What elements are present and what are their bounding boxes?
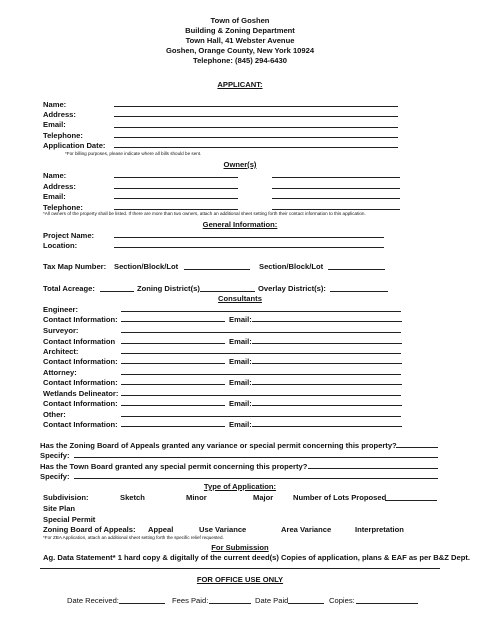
subdivision-label: Subdivision: bbox=[43, 493, 89, 502]
office-heading: FOR OFFICE USE ONLY bbox=[196, 575, 284, 584]
location-field[interactable] bbox=[114, 247, 384, 248]
attorney-email-field[interactable] bbox=[252, 384, 402, 385]
architect-email-field[interactable] bbox=[252, 363, 402, 364]
submission-heading: For Submission bbox=[211, 543, 269, 552]
zba-type-label: Zoning Board of Appeals: bbox=[43, 525, 136, 534]
project-name-label: Project Name: bbox=[43, 231, 95, 240]
specify1-field[interactable] bbox=[74, 457, 438, 458]
acreage-label: Total Acreage: bbox=[43, 284, 95, 293]
use-variance-option[interactable]: Use Variance bbox=[199, 525, 247, 534]
surveyor-field[interactable] bbox=[121, 332, 401, 333]
lots-proposed-label: Number of Lots Proposed bbox=[293, 493, 387, 502]
engineer-field[interactable] bbox=[121, 311, 401, 312]
owner2-address-field[interactable] bbox=[272, 188, 400, 189]
surveyor-contact-field[interactable] bbox=[121, 343, 225, 344]
overlay-field[interactable] bbox=[330, 291, 388, 292]
architect-label: Architect: bbox=[43, 347, 79, 356]
zba-answer-field[interactable] bbox=[396, 447, 438, 448]
header-address: Town Hall, 41 Webster Avenue bbox=[185, 36, 295, 45]
architect-field[interactable] bbox=[121, 353, 401, 354]
attorney-contact-label: Contact Information: bbox=[43, 378, 118, 387]
type-heading: Type of Application: bbox=[203, 482, 277, 491]
other-label: Other: bbox=[43, 410, 66, 419]
owners-heading: Owner(s) bbox=[223, 160, 257, 169]
applicant-telephone-field[interactable] bbox=[114, 137, 398, 138]
attorney-field[interactable] bbox=[121, 374, 401, 375]
applicant-telephone-label: Telephone: bbox=[43, 131, 83, 140]
zba-note: *For ZBA Application, attach an additional sheet setting forth the specific relief requested. bbox=[43, 535, 224, 540]
owner1-name-field[interactable] bbox=[114, 177, 238, 178]
engineer-contact-label: Contact Information: bbox=[43, 315, 118, 324]
architect-contact-field[interactable] bbox=[121, 363, 225, 364]
zba-question: Has the Zoning Board of Appeals granted any variance or special permit concerning this property? bbox=[40, 441, 397, 450]
consultants-heading: Consultants bbox=[218, 294, 262, 303]
applicant-email-label: Email: bbox=[43, 120, 66, 129]
owner1-telephone-field[interactable] bbox=[114, 209, 238, 210]
owner-telephone-label: Telephone: bbox=[43, 203, 83, 212]
engineer-email-field[interactable] bbox=[252, 321, 402, 322]
applicant-name-field[interactable] bbox=[114, 106, 398, 107]
submission-text: Ag. Data Statement* 1 hard copy & digitally of the current deed(s) Copies of application, plans & EAF as per B&Z Dept. bbox=[43, 553, 471, 562]
wetlands-email-field[interactable] bbox=[252, 405, 402, 406]
header-telephone: Telephone: (845) 294-6430 bbox=[193, 56, 287, 65]
attorney-email-label: Email: bbox=[229, 378, 252, 387]
town-board-answer-field[interactable] bbox=[308, 468, 438, 469]
sbl2-field[interactable] bbox=[328, 269, 385, 270]
specify2-field[interactable] bbox=[74, 478, 438, 479]
other-email-label: Email: bbox=[229, 420, 252, 429]
acreage-field[interactable] bbox=[100, 291, 134, 292]
owner1-address-field[interactable] bbox=[114, 188, 238, 189]
tax-map-label: Tax Map Number: bbox=[43, 262, 107, 271]
owner2-name-field[interactable] bbox=[272, 177, 400, 178]
date-paid-label: Date Paid bbox=[255, 596, 289, 605]
special-permit-option[interactable]: Special Permit bbox=[43, 515, 96, 524]
other-contact-label: Contact Information: bbox=[43, 420, 118, 429]
engineer-contact-field[interactable] bbox=[121, 321, 225, 322]
wetlands-email-label: Email: bbox=[229, 399, 252, 408]
applicant-date-field[interactable] bbox=[114, 147, 398, 148]
copies-field[interactable] bbox=[356, 603, 418, 604]
project-name-field[interactable] bbox=[114, 237, 384, 238]
copies-label: Copies: bbox=[329, 596, 355, 605]
header-department: Building & Zoning Department bbox=[185, 26, 295, 35]
appeal-option[interactable]: Appeal bbox=[148, 525, 174, 534]
overlay-label: Overlay District(s): bbox=[258, 284, 326, 293]
architect-contact-label: Contact Information: bbox=[43, 357, 118, 366]
attorney-contact-field[interactable] bbox=[121, 384, 225, 385]
applicant-heading: APPLICANT: bbox=[217, 80, 263, 89]
site-plan-option[interactable]: Site Plan bbox=[43, 504, 76, 513]
applicant-address-field[interactable] bbox=[114, 116, 398, 117]
owner-address-label: Address: bbox=[43, 182, 76, 191]
attorney-label: Attorney: bbox=[43, 368, 77, 377]
applicant-name-label: Name: bbox=[43, 100, 67, 109]
area-variance-option[interactable]: Area Variance bbox=[281, 525, 332, 534]
applicant-billing-note: *For billing purposes, please indicate where all bills should be sent. bbox=[65, 151, 202, 156]
wetlands-contact-label: Contact Information: bbox=[43, 399, 118, 408]
date-received-label: Date Received: bbox=[67, 596, 119, 605]
header-city: Goshen, Orange County, New York 10924 bbox=[165, 46, 315, 55]
sketch-option[interactable]: Sketch bbox=[120, 493, 145, 502]
general-heading: General Information: bbox=[202, 220, 278, 229]
date-received-field[interactable] bbox=[119, 603, 165, 604]
surveyor-email-label: Email: bbox=[229, 337, 252, 346]
specify1-label: Specify: bbox=[40, 451, 70, 460]
applicant-email-field[interactable] bbox=[114, 127, 398, 128]
other-email-field[interactable] bbox=[252, 426, 402, 427]
surveyor-contact-label: Contact Information bbox=[43, 337, 116, 346]
sbl1-field[interactable] bbox=[184, 269, 250, 270]
wetlands-field[interactable] bbox=[121, 395, 401, 396]
other-field[interactable] bbox=[121, 416, 401, 417]
zoning-field[interactable] bbox=[200, 291, 255, 292]
applicant-date-label: Application Date: bbox=[43, 141, 106, 150]
header-town: Town of Goshen bbox=[210, 16, 270, 25]
wetlands-label: Wetlands Delineator: bbox=[43, 389, 119, 398]
surveyor-label: Surveyor: bbox=[43, 326, 79, 335]
other-contact-field[interactable] bbox=[121, 426, 225, 427]
fees-paid-label: Fees Paid: bbox=[172, 596, 209, 605]
specify2-label: Specify: bbox=[40, 472, 70, 481]
architect-email-label: Email: bbox=[229, 357, 252, 366]
owner-email-label: Email: bbox=[43, 192, 66, 201]
lots-proposed-field[interactable] bbox=[385, 500, 437, 501]
surveyor-email-field[interactable] bbox=[252, 343, 402, 344]
owner1-email-field[interactable] bbox=[114, 198, 238, 199]
wetlands-contact-field[interactable] bbox=[121, 405, 225, 406]
applicant-address-label: Address: bbox=[43, 110, 76, 119]
fees-paid-field[interactable] bbox=[209, 603, 251, 604]
owner-name-label: Name: bbox=[43, 171, 67, 180]
owner2-email-field[interactable] bbox=[272, 198, 400, 199]
engineer-label: Engineer: bbox=[43, 305, 79, 314]
owner2-telephone-field[interactable] bbox=[272, 209, 400, 210]
sbl2-label: Section/Block/Lot bbox=[259, 262, 324, 271]
major-option[interactable]: Major bbox=[253, 493, 274, 502]
owners-note: *All owners of the property shall be listed. If there are more than two owners, attach an additional sheet setting forth their contact information to this application. bbox=[43, 211, 366, 216]
engineer-email-label: Email: bbox=[229, 315, 252, 324]
location-label: Location: bbox=[43, 241, 78, 250]
minor-option[interactable]: Minor bbox=[186, 493, 207, 502]
divider bbox=[40, 568, 440, 569]
zoning-label: Zoning District(s) bbox=[137, 284, 200, 293]
town-board-question: Has the Town Board granted any special permit concerning this property? bbox=[40, 462, 308, 471]
interpretation-option[interactable]: Interpretation bbox=[355, 525, 404, 534]
sbl1-label: Section/Block/Lot bbox=[114, 262, 179, 271]
date-paid-field[interactable] bbox=[288, 603, 324, 604]
